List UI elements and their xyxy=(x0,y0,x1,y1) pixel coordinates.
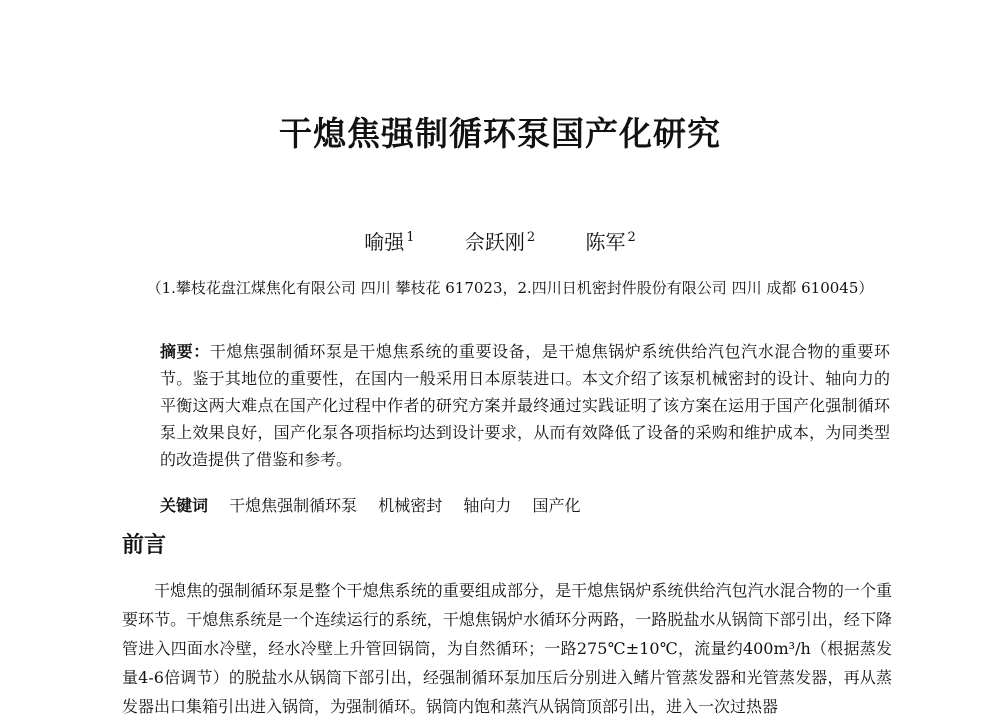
author-1 xyxy=(364,226,414,255)
abstract-text: 干熄焦强制循环泵是干熄焦系统的重要设备，是干熄焦锅炉系统供给汽包汽水混合物的重要环节。鉴于其地位的重要性，在国内一般采用日本原装进口。本文介绍了该泵机械密封的设计、轴向力的平衡这两大难点在国产化过程中作者的研究方案并最终通过实践证明了该方案在运用于国产化强制循环泵上效果良好，国产化泵各项指标均达到设计要求，从而有效降低了设备的采购和维护成本，为同类型的改造提供了借鉴和参考。 xyxy=(160,342,890,469)
abstract xyxy=(160,338,890,473)
paper-title: 干熄焦强制循环泵国产化研究 xyxy=(279,114,721,153)
author-2 xyxy=(465,226,535,255)
author-name: 佘跃刚 xyxy=(464,230,525,254)
author-name: 陈军 xyxy=(585,230,626,254)
author-affiliation-mark: 2 xyxy=(627,230,636,246)
affiliations: （1.攀枝花盘江煤焦化有限公司 四川 攀枝花 617023，2.四川日机密封件股份有限公司 四川 成都 610045） xyxy=(146,279,874,297)
section-body: 干熄焦的强制循环泵是整个干熄焦系统的重要组成部分，是干熄焦锅炉系统供给汽包汽水混合物的一个重要环节。干熄焦系统是一个连续运行的系统，干熄焦锅炉水循环分两路，一路脱盐水从锅筒下部引出，经下降管进入四面水冷壁，经水冷壁上升管回锅筒，为自然循环；一路275℃±10℃，流量约400m³/h（根据蒸发量4-6倍调节）的脱盐水从锅筒下部引出，经强制循环泵加压后分别进入鳍片管蒸发器和光管蒸发器，再从蒸发器出口集箱引出进入锅筒，为强制循环。锅筒内饱和蒸汽从锅筒顶部引出，进入一次过热器 xyxy=(122,581,892,716)
keyword: 机械密封 xyxy=(378,496,443,515)
abstract-label: 摘要： xyxy=(160,342,210,361)
author-affiliation-mark: 1 xyxy=(406,230,415,246)
keyword: 干熄焦强制循环泵 xyxy=(229,496,358,515)
author-name: 喻强 xyxy=(364,230,405,254)
author-affiliation-mark: 2 xyxy=(526,230,536,246)
keyword: 国产化 xyxy=(532,496,581,515)
keyword: 轴向力 xyxy=(463,496,512,515)
keywords-label: 关键词 xyxy=(160,496,209,515)
keywords xyxy=(160,493,890,516)
section-heading: 前言 xyxy=(122,533,167,558)
author-list xyxy=(0,226,1000,255)
author-3 xyxy=(586,226,636,255)
